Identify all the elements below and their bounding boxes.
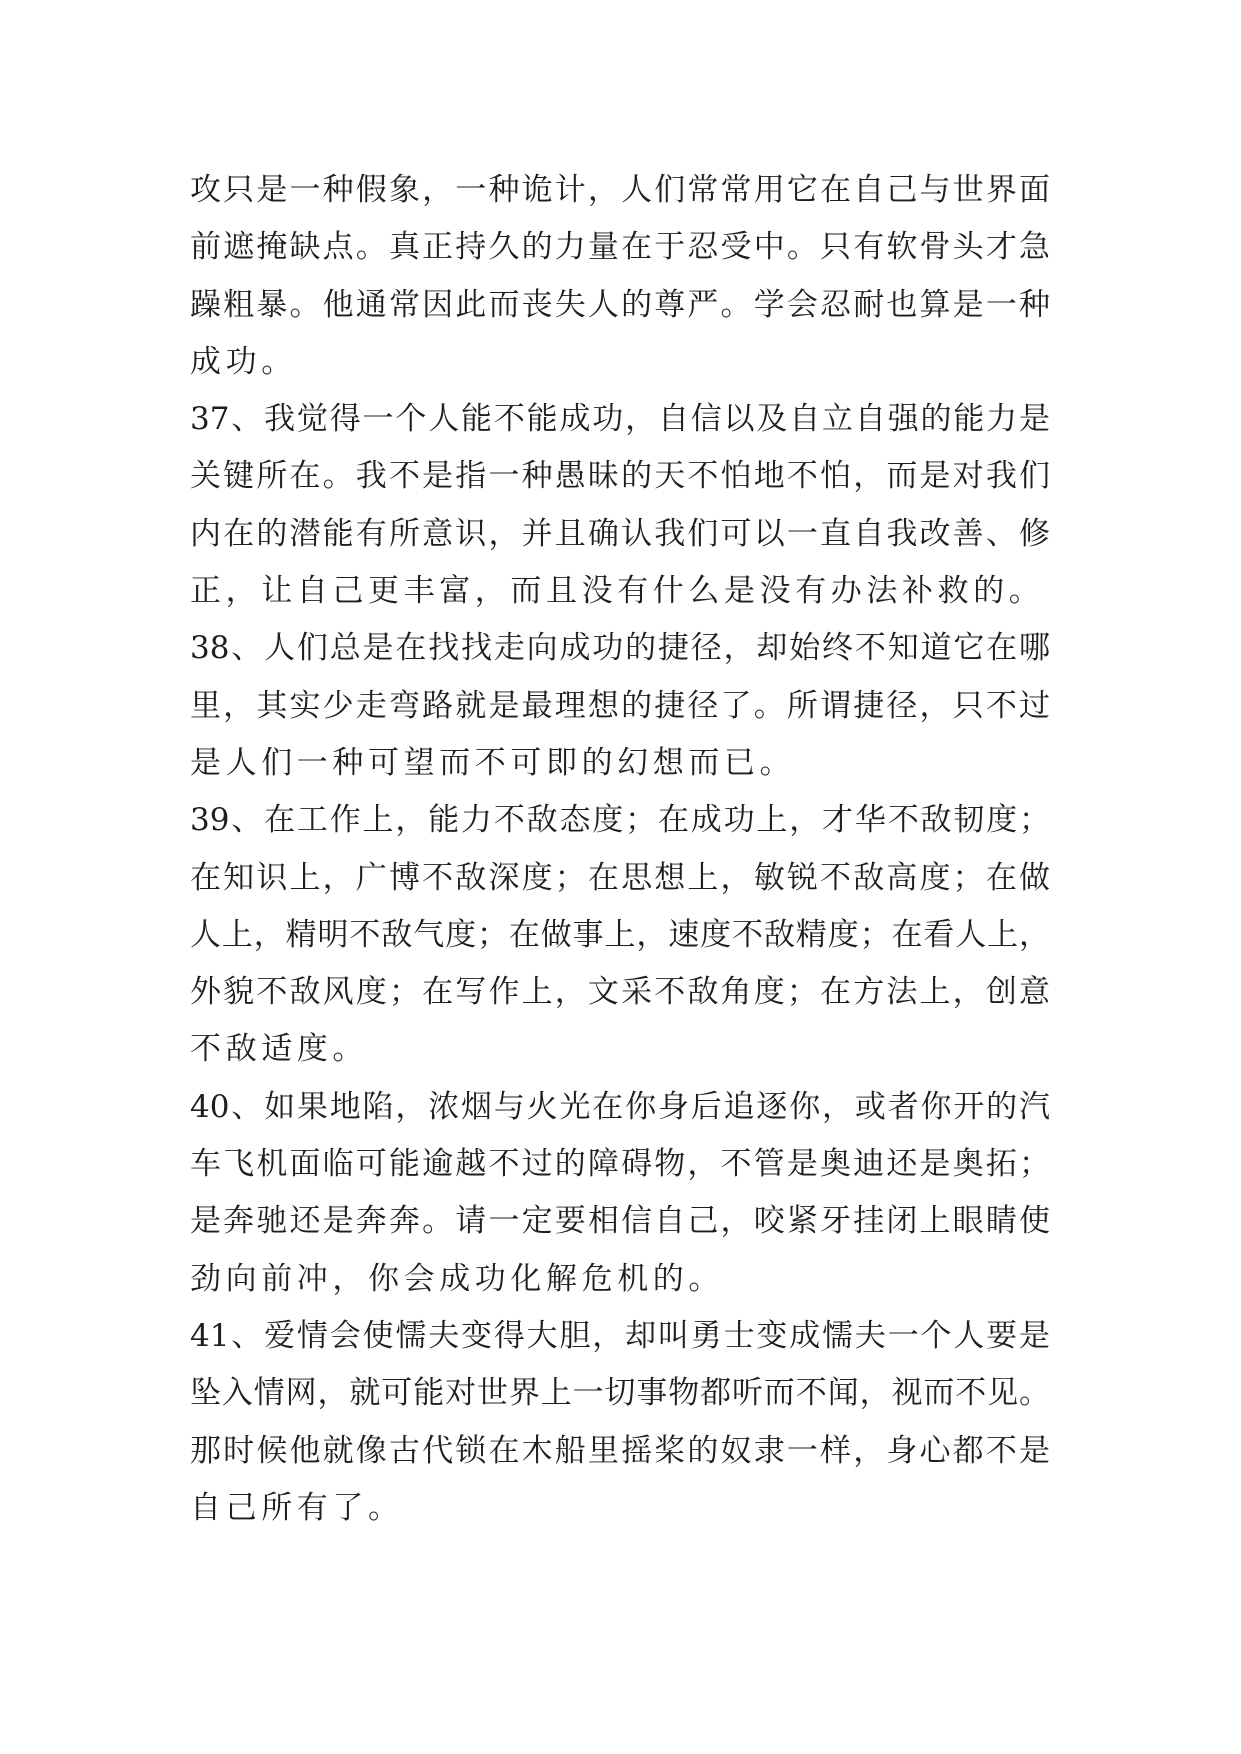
text-line: 正，让自己更丰富，而且没有什么是没有办法补救的。	[190, 573, 1045, 610]
text-line: 劲向前冲，你会成功化解危机的。	[190, 1260, 724, 1297]
text-line: 是奔驰还是奔奔。请一定要相信自己，咬紧牙挂闭上眼睛使	[190, 1203, 1050, 1240]
text-line: 在知识上，广博不敌深度；在思想上，敏锐不敌高度；在做	[190, 859, 1050, 896]
text-line: 是人们一种可望而不可即的幻想而已。	[190, 744, 796, 781]
text-line: 38、人们总是在找找走向成功的捷径，却始终不知道它在哪	[190, 630, 1050, 667]
text-line: 里，其实少走弯路就是最理想的捷径了。所谓捷径，只不过	[190, 687, 1050, 724]
text-line: 40、如果地陷，浓烟与火光在你身后追逐你，或者你开的汽	[190, 1088, 1050, 1125]
text-line: 37、我觉得一个人能不能成功，自信以及自立自强的能力是	[190, 401, 1050, 438]
text-line: 坠入情网，就可能对世界上一切事物都听而不闻，视而不见。	[190, 1375, 1050, 1412]
body-text	[190, 162, 1050, 1537]
text-line: 车飞机面临可能逾越不过的障碍物，不管是奥迪还是奥拓；	[190, 1146, 1050, 1183]
text-line: 攻只是一种假象，一种诡计，人们常常用它在自己与世界面	[190, 172, 1050, 208]
text-line: 不敌适度。	[190, 1031, 368, 1068]
text-line: 41、爱情会使懦夫变得大胆，却叫勇士变成懦夫一个人要是	[190, 1317, 1050, 1354]
text-line: 那时候他就像古代锁在木船里摇桨的奴隶一样，身心都不是	[190, 1432, 1050, 1469]
text-line: 人上，精明不敌气度；在做事上，速度不敌精度；在看人上，	[190, 916, 1050, 953]
text-line: 内在的潜能有所意识，并且确认我们可以一直自我改善、修	[190, 515, 1050, 552]
text-line: 关键所在。我不是指一种愚昧的天不怕地不怕，而是对我们	[190, 458, 1050, 495]
text-line: 躁粗暴。他通常因此而丧失人的尊严。学会忍耐也算是一种	[190, 286, 1050, 323]
text-line: 39、在工作上，能力不敌态度；在成功上，才华不敌韧度；	[190, 802, 1050, 839]
text-line: 外貌不敌风度；在写作上，文采不敌角度；在方法上，创意	[190, 974, 1050, 1011]
text-line: 前遮掩缺点。真正持久的力量在于忍受中。只有软骨头才急	[190, 229, 1050, 266]
text-line: 自己所有了。	[190, 1489, 404, 1526]
text-line: 成功。	[190, 343, 297, 380]
